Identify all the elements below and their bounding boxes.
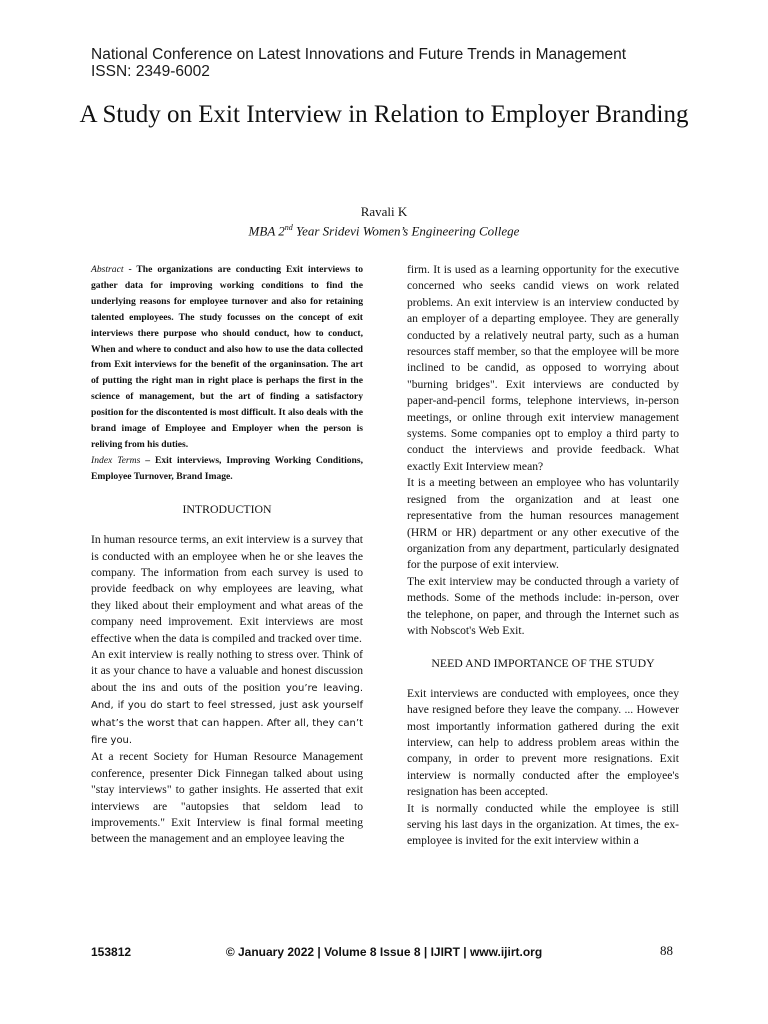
left-column	[91, 262, 363, 848]
abstract	[91, 262, 363, 453]
right-paragraph-3: The exit interview may be conducted through a variety of methods. Some of the methods include: in-person, over the telephone, on paper, and through the Internet such as with Nobscot's Web Exit.	[407, 574, 679, 637]
intro-paragraph-2: An exit interview is really nothing to stress over. Think of it as your chance to have a valuable and honest discussion about the ins and outs of the position you’re leaving. And, if you do start to feel stressed, just ask yourself what’s the worst that can happen. After all, they can’t fire you.	[91, 647, 363, 746]
right-paragraph-5: It is normally conducted while the employee is still serving his last days in the organization. At times, the ex-employee is invited for the exit interview within a	[407, 801, 679, 848]
abstract-label: Abstract	[91, 264, 124, 275]
right-paragraph-2: It is a meeting between an employee who has voluntarily resigned from the organization and at least one representative from the human resources management (HRM or HR) department or any other executive of the organization from any department, particularly designated for the purpose of exit interview.	[407, 476, 679, 572]
section-heading-introduction: INTRODUCTION	[182, 501, 272, 516]
footer-citation: © January 2022 | Volume 8 Issue 8 | IJIRT | www.ijirt.org	[225, 945, 543, 959]
index-terms	[91, 453, 363, 485]
author-affiliation: MBA 2nd Year Sridevi Women’s Engineering College	[248, 223, 520, 239]
right-paragraph-4: Exit interviews are conducted with employees, once they have resigned before they leave the company. ... However most importantly information gathered during the exit interview, can help to address problem areas within the company, in order to prevent more resignations. Exit interview is normally conducted after the employee's resignation has been accepted.	[407, 686, 679, 799]
right-paragraph-1: firm. It is used as a learning opportunity for the executive concerned who seeks candid views on work related problems. An exit interview is an interview conducted by an employer of a departing employee. They are generally conducted by a relatively neutral party, such as a human resources staff member, so that the employee will be more inclined to be candid, as opposed to worrying about "burning bridges". Exit interviews are conducted by paper-and-pencil forms, telephone interviews, in-person meetings, or online through exit interview management systems. Some companies opt to employ a third party to conduct the interviews and provide feedback. What exactly Exit Interview mean?	[407, 263, 679, 473]
index-terms-label: Index Terms	[91, 454, 141, 466]
index-terms-text: – Exit interviews, Improving Working Conditions, Employee Turnover, Brand Image.	[91, 454, 364, 482]
footer-paper-id: 153812	[91, 945, 132, 959]
section-heading-need-importance: NEED AND IMPORTANCE OF THE STUDY	[431, 656, 655, 671]
page-number: 88	[660, 943, 673, 958]
intro-paragraph-1: In human resource terms, an exit interview is a survey that is conducted with an employee when he or she leaves the company. The information from each survey is used to provide feedback on why employees are leaving, what they liked about their employment and what areas of the company need improvement. Exit interviews are most effective when the data is compiled and tracked over time.	[91, 533, 363, 645]
abstract-text: - The organizations are conducting Exit interviews to gather data for improving working conditions to find the underlying reasons for employee turnover and also for retaining talented employees. The study focusses on the concept of exit interviews there purpose who should conduct, how to conduct, When and where to conduct and also how to use the data collected from Exit interviews for the benefit of the organinsation. The art of putting the right man in right place is perhaps the first in the science of management, but the art of finding a satisfactory position for the discontented is most difficult. It also deals with the brand image of Employee and Employer when the person is reliving from his duties.	[91, 264, 363, 450]
paper-title: A Study on Exit Interview in Relation to Employer Branding	[79, 101, 689, 128]
author-name: Ravali K	[360, 204, 408, 219]
conference-name: National Conference on Latest Innovations and Future Trends in Management	[91, 46, 627, 63]
conference-header	[91, 46, 711, 80]
right-column	[407, 262, 679, 850]
issn: ISSN: 2349-6002	[91, 63, 210, 80]
intro-paragraph-3: At a recent Society for Human Resource Management conference, presenter Dick Finnegan talked about using "stay interviews" to gather insights. He asserted that exit interviews are "autopsies that seldom lead to improvements." Exit Interview is final formal meeting between the management and an employee leaving the	[91, 750, 363, 846]
